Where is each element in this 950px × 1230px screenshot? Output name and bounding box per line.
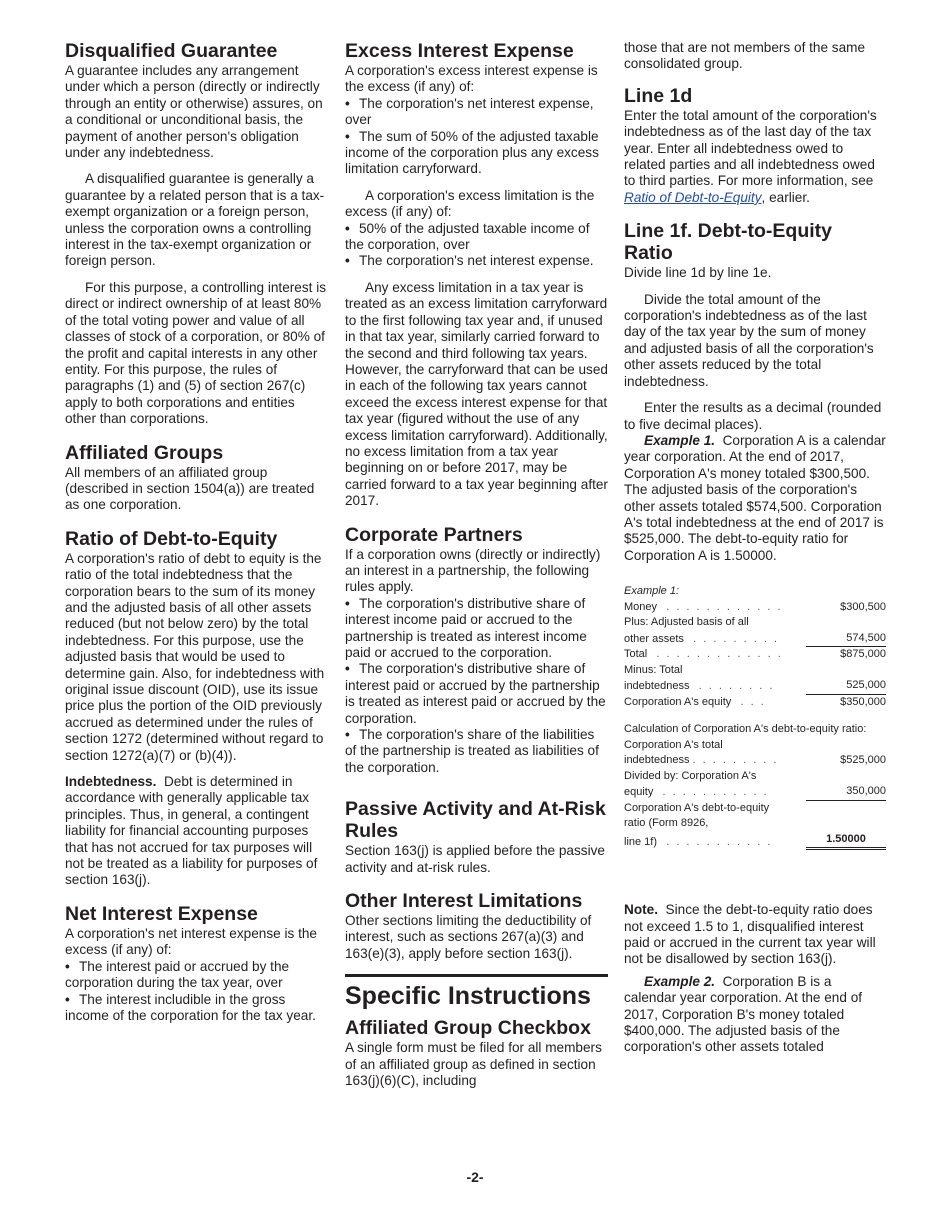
column-1 <box>65 40 328 1024</box>
paragraph-example-1: Example 1. Corporation A is a calendar year corporation. At the end of 2017, Corporation A's money totaled $300,500. The adjusted basis of the corporation's other assets totaled $574,500. Corporation A's total indebtedness at the end of 2017 is $525,000. The debt-to-equity ratio for Corporation A is 1.50000. <box>624 432 886 563</box>
table-row-label: Plus: Adjusted basis of all <box>624 616 749 629</box>
paragraph: A disqualified guarantee is generally a guarantee by a related person that is a tax-exempt organization or a foreign person, unless the corporation owns a controlling interest in the tax-exempt organization or foreign person. <box>65 171 325 269</box>
heading-disqualified-guarantee: Disqualified Guarantee <box>65 40 278 62</box>
bullet-item: • The corporation's net interest expense, over <box>345 95 594 128</box>
heading-passive-activity: Passive Activity and At-Risk Rules <box>345 798 606 843</box>
paragraph: For this purpose, a controlling interest is direct or indirect ownership of at least 80% of the total voting power and value of all classes of stock of a corporation, or 80% of the profit and capital interests in any other entity. For this purpose, the rules of paragraphs (1) and (5) of section 267(c) apply to both corporations and entities other than corporations. <box>65 279 327 427</box>
page-number: -2- <box>466 1169 484 1185</box>
paragraph: A corporation's net interest expense is the excess (if any) of: <box>65 925 317 958</box>
table-row: indebtedness . . . . . . . . 525,000 <box>624 678 886 695</box>
bullet-item: • The corporation's distributive share of interest income paid or accrued to the partnership is treated as interest income paid or accrued to the corporation. <box>345 595 587 660</box>
paragraph-example-2: Example 2. Corporation B is a calendar year corporation. At the end of 2017, Corporation B's money totaled $400,000. The adjusted basis of the corporation's other assets totaled <box>624 973 863 1055</box>
paragraph: A single form must be filed for all members of an affiliated group as defined in section 163(j)(6)(C), including <box>345 1040 602 1089</box>
table-row: Corporation A's equity . . . $350,000 <box>624 695 886 708</box>
paragraph: Section 163(j) is applied before the passive activity and at-risk rules. <box>345 843 605 875</box>
table-row: Money . . . . . . . . . . . . $300,500 <box>624 600 886 613</box>
table-row-label: Minus: Total <box>624 663 683 676</box>
bullet-item: • The sum of 50% of the adjusted taxable income of the corporation plus any excess limitation carryforward. <box>345 128 599 177</box>
heading-excess-interest-expense: Excess Interest Expense <box>345 40 574 62</box>
paragraph-text: Debt is determined in accordance with generally applicable tax principles. Thus, in general, a contingent liability for financial accounting purposes that has not accrued for tax purposes will not be treated as a liability for purposes of section 163(j). <box>65 774 318 888</box>
paragraph: Any excess limitation in a tax year is treated as an excess limitation carryforward to the first following tax year and, if unused in that tax year, similarly carried forward to the second and third following tax years. However, the carryforward that can be used in each of the following tax years cannot exceed the excess interest expense for that tax year (figured without the use of any excess limitation carryforward). Additionally, no excess limitation from a tax year beginning on or before 2017, may be carried forward to a tax year beginning after 2017. <box>345 279 608 509</box>
paragraph-line-1d: Enter the total amount of the corporation's indebtedness as of the last day of the tax year. Enter all indebtedness owed to related parties and all indebtedness owed to third parties. For more information, see Ratio of Debt-to-Equity, earlier. <box>624 107 877 205</box>
run-in-heading: Indebtedness. <box>65 774 157 790</box>
bullet-item: • The corporation's net interest expense. <box>345 253 594 269</box>
paragraph: Divide line 1d by line 1e. <box>624 265 772 281</box>
column-3 <box>624 40 886 1056</box>
bullet-item: • The corporation's share of the liabilities of the partnership is treated as liabilities of the corporation. <box>345 727 599 775</box>
heading-net-interest-expense: Net Interest Expense <box>65 902 258 925</box>
example-1-table <box>624 584 886 850</box>
paragraph: Divide the total amount of the corporation's indebtedness as of the last day of the tax year by the sum of money and adjusted basis of all the corporation's other assets reduced by the total indebtedness. <box>624 291 874 389</box>
paragraph-note: Note. Since the debt-to-equity ratio does not exceed 1.5 to 1, disqualified interest paid or accrued in the current tax year will not be disallowed by section 163(j). <box>624 902 876 967</box>
ratio-of-debt-to-equity-link[interactable]: Ratio of Debt-to-Equity <box>624 189 762 205</box>
heading-specific-instructions: Specific Instructions <box>345 974 608 1011</box>
heading-corporate-partners: Corporate Partners <box>345 523 523 546</box>
heading-affiliated-group-checkbox: Affiliated Group Checkbox <box>345 1017 591 1040</box>
paragraph: A corporation's ratio of debt to equity is the ratio of the total indebtedness that the corporation bears to the sum of its money and the adjusted basis of all other assets reduced (but not below zero) by the total indebtedness. For this purpose, use the adjusted basis that would be used to determine gain. Also, for indebtedness with original issue discount (OID), use its issue price plus the portion of the OID previously accrued as determined under the rules of section 1272 (determined without regard to section 1272(a)(7) or (b)(4)). <box>65 550 325 763</box>
paragraph: A corporation's excess limitation is the excess (if any) of: <box>345 187 595 220</box>
heading-line-1f: Line 1f. Debt-to-Equity Ratio <box>624 220 832 265</box>
heading-affiliated-groups: Affiliated Groups <box>65 441 224 464</box>
table-row: Total . . . . . . . . . . . . . $875,000 <box>624 648 886 661</box>
paragraph: Other sections limiting the deductibility of interest, such as sections 267(a)(3) and 163(e)(3), apply before section 163(j). <box>345 913 592 961</box>
paragraph: All members of an affiliated group (described in section 1504(a)) are treated as one corporation. <box>65 464 315 513</box>
table-row-label: ratio (Form 8926, <box>624 817 709 830</box>
table-row-label: Corporation A's debt-to-equity <box>624 801 770 814</box>
table-row: line 1f) . . . . . . . . . . . 1.50000 <box>624 832 886 851</box>
table-row: indebtedness . . . . . . . . . $525,000 <box>624 754 886 767</box>
table-row: equity . . . . . . . . . . . 350,000 <box>624 784 886 801</box>
paragraph: A guarantee includes any arrangement under which a person (directly or indirectly through an entity or otherwise) assures, on a conditional or unconditional basis, the payment of another person's obligation under any indebtedness. <box>65 63 323 161</box>
table-caption: Example 1: <box>624 585 680 598</box>
column-2 <box>345 40 608 1090</box>
paragraph: If a corporation owns (directly or indirectly) an interest in a partnership, the following rules apply. <box>345 546 601 595</box>
table-row-label: Divided by: Corporation A's <box>624 769 757 782</box>
paragraph: Enter the results as a decimal (rounded to five decimal places). <box>624 400 882 432</box>
heading-line-1d: Line 1d <box>624 84 693 107</box>
paragraph-indebtedness <box>65 774 328 889</box>
bullet-item: • The interest paid or accrued by the corporation during the tax year, over <box>65 958 290 991</box>
table-row: other assets . . . . . . . . . 574,500 <box>624 631 886 648</box>
bullet-item: • 50% of the adjusted taxable income of the corporation, over <box>345 220 590 253</box>
heading-other-interest-limitations: Other Interest Limitations <box>345 890 583 913</box>
bullet-item: • The interest includible in the gross income of the corporation for the tax year. <box>65 991 316 1023</box>
table-row-label: Calculation of Corporation A's debt-to-equity ratio: <box>624 723 867 736</box>
paragraph: A corporation's excess interest expense is the excess (if any) of: <box>345 63 598 95</box>
paragraph: those that are not members of the same consolidated group. <box>624 40 866 72</box>
table-row-label: Corporation A's total <box>624 738 723 751</box>
heading-ratio-debt-to-equity: Ratio of Debt-to-Equity <box>65 527 278 550</box>
bullet-item: • The corporation's distributive share of interest paid or accrued by the partnership is treated as interest paid or accrued by the corporation. <box>345 661 606 726</box>
